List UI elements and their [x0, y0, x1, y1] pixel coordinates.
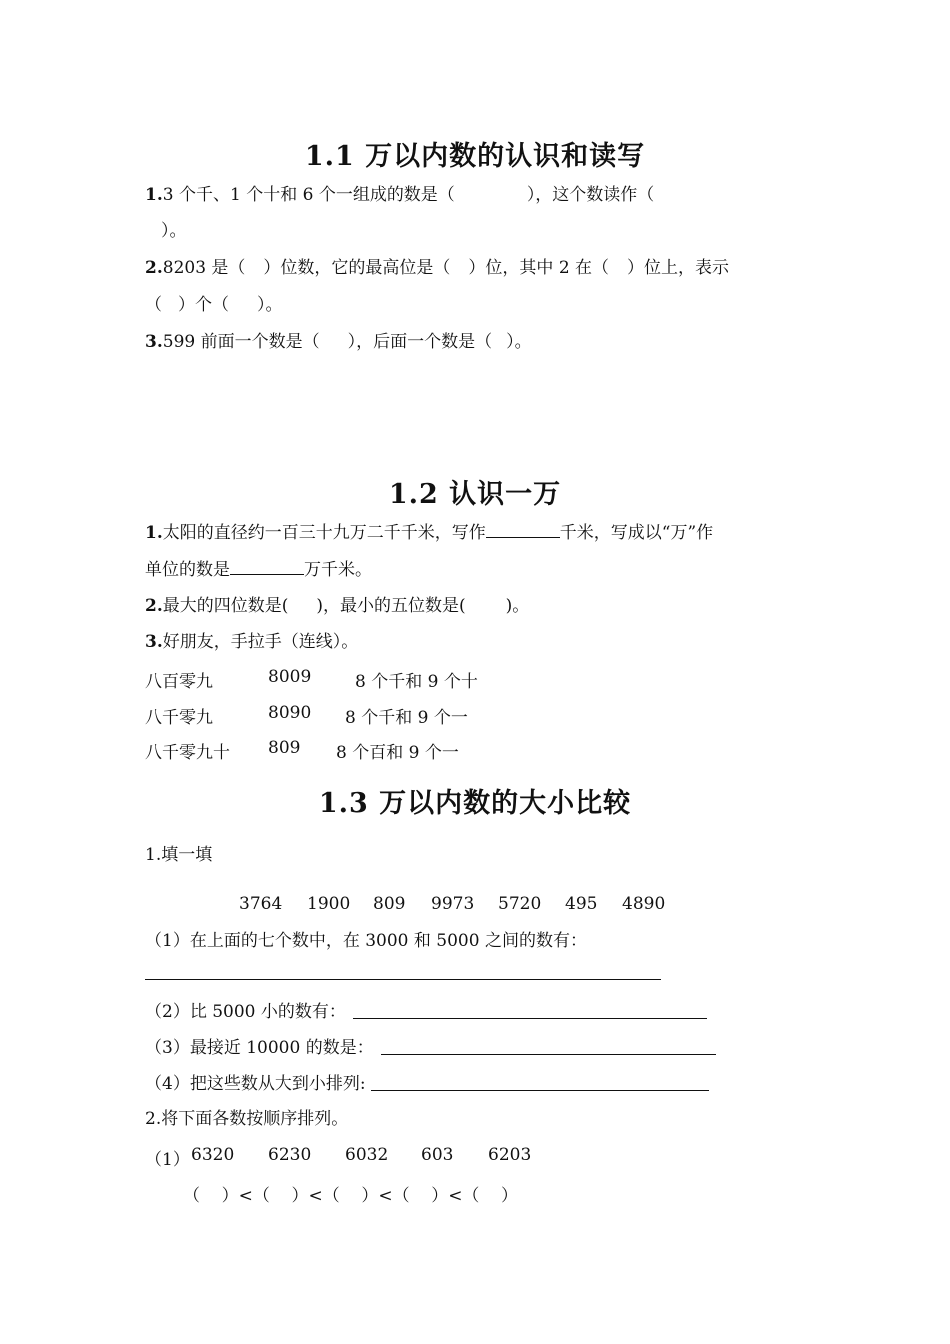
question-text: （ [145, 295, 162, 315]
number-item: 3764 [239, 894, 283, 914]
question-text: ）。 [161, 221, 187, 241]
match-middle-3[interactable]: 809 [268, 738, 301, 758]
question-1-1-1-cont [161, 220, 187, 242]
question-text: （4）把这些数从大到小排列: [145, 1074, 366, 1094]
section-title-1-1: 1.1 万以内数的认识和读写 [304, 141, 646, 172]
order-label: （1） [145, 1150, 190, 1170]
question-1-1-2 [145, 257, 729, 279]
question-text: )。 [505, 596, 530, 616]
question-text: 8203 是（ [162, 258, 246, 278]
question-text: ）。 [257, 295, 283, 315]
question-text: 599 前面一个数是（ [162, 332, 320, 352]
question-text: ）位上，表示 [627, 258, 730, 278]
order-number: 6230 [268, 1145, 312, 1165]
question-number: 1. [145, 185, 163, 205]
question-text: ）位，其中 2 在（ [468, 258, 610, 278]
question-1-2-3 [145, 631, 358, 653]
question-1-1-3 [145, 331, 532, 353]
question-number: 2. [145, 596, 163, 616]
answer-line[interactable] [353, 1018, 707, 1019]
subquestion-1: （1）在上面的七个数中，在 3000 和 5000 之间的数有： [145, 931, 587, 951]
match-right-1[interactable]: 8 个千和 9 个十 [355, 672, 478, 692]
order-number: 603 [421, 1145, 454, 1165]
order-number: 6320 [191, 1145, 235, 1165]
number-item: 4890 [622, 894, 666, 914]
match-left-1[interactable]: 八百零九 [145, 672, 213, 692]
section-title-1-3: 1.3 万以内数的大小比较 [318, 788, 632, 819]
question-text: )，最小的五位数是( [316, 596, 466, 616]
answer-line[interactable] [230, 560, 304, 575]
question-text: 万千米。 [304, 560, 372, 580]
question-1-3-2: 2.将下面各数按顺序排列。 [145, 1109, 349, 1129]
question-text: 3 个千、1 个十和 6 个一组成的数是（ [162, 185, 455, 205]
question-text: ），这个数读作（ [526, 185, 655, 205]
question-1-1-1 [145, 184, 654, 206]
question-text: ）。 [506, 332, 532, 352]
subquestion-2 [145, 1001, 346, 1023]
match-middle-1[interactable]: 8009 [268, 667, 312, 687]
number-item: 809 [373, 894, 406, 914]
question-text: 千米，写成以“万”作 [559, 523, 714, 543]
match-left-3[interactable]: 八千零九十 [145, 743, 230, 763]
question-1-2-1 [145, 522, 713, 544]
question-text: ），后面一个数是（ [347, 332, 493, 352]
comparison-blanks[interactable]: （ ）<（ ）<（ ）<（ ）<（ ） [183, 1186, 519, 1206]
match-right-2[interactable]: 8 个千和 9 个一 [345, 708, 468, 728]
order-number: 6032 [345, 1145, 389, 1165]
subquestion-4 [145, 1073, 366, 1095]
match-right-3[interactable]: 8 个百和 9 个一 [336, 743, 459, 763]
answer-line[interactable] [145, 979, 661, 980]
question-text: ）位数，它的最高位是（ [263, 258, 451, 278]
order-number: 6203 [488, 1145, 532, 1165]
match-middle-2[interactable]: 8090 [268, 703, 312, 723]
question-1-2-2 [145, 595, 529, 617]
question-1-3-1: 1.填一填 [145, 845, 213, 865]
question-text: 好朋友，手拉手（连线）。 [162, 632, 359, 652]
number-item: 5720 [498, 894, 542, 914]
answer-line[interactable] [371, 1090, 709, 1091]
question-number: 1. [145, 523, 163, 543]
question-number: 3. [145, 332, 163, 352]
answer-line[interactable] [381, 1054, 716, 1055]
question-number: 2. [145, 258, 163, 278]
subquestion-3 [145, 1037, 374, 1059]
question-text: 单位的数是 [145, 560, 230, 580]
question-text: （2）比 5000 小的数有： [145, 1002, 346, 1022]
question-1-1-2-cont [145, 294, 283, 316]
match-left-2[interactable]: 八千零九 [145, 708, 213, 728]
number-item: 9973 [431, 894, 475, 914]
question-text: （3）最接近 10000 的数是： [145, 1038, 374, 1058]
question-text: 太阳的直径约一百三十九万二千千米，写作 [162, 523, 486, 543]
answer-line[interactable] [486, 523, 560, 538]
question-number: 3. [145, 632, 163, 652]
section-title-1-2: 1.2 认识一万 [388, 479, 562, 510]
number-item: 495 [565, 894, 598, 914]
question-1-2-1-cont [145, 559, 372, 581]
number-item: 1900 [307, 894, 351, 914]
question-text: 最大的四位数是( [162, 596, 289, 616]
question-text: ）个（ [178, 295, 229, 315]
